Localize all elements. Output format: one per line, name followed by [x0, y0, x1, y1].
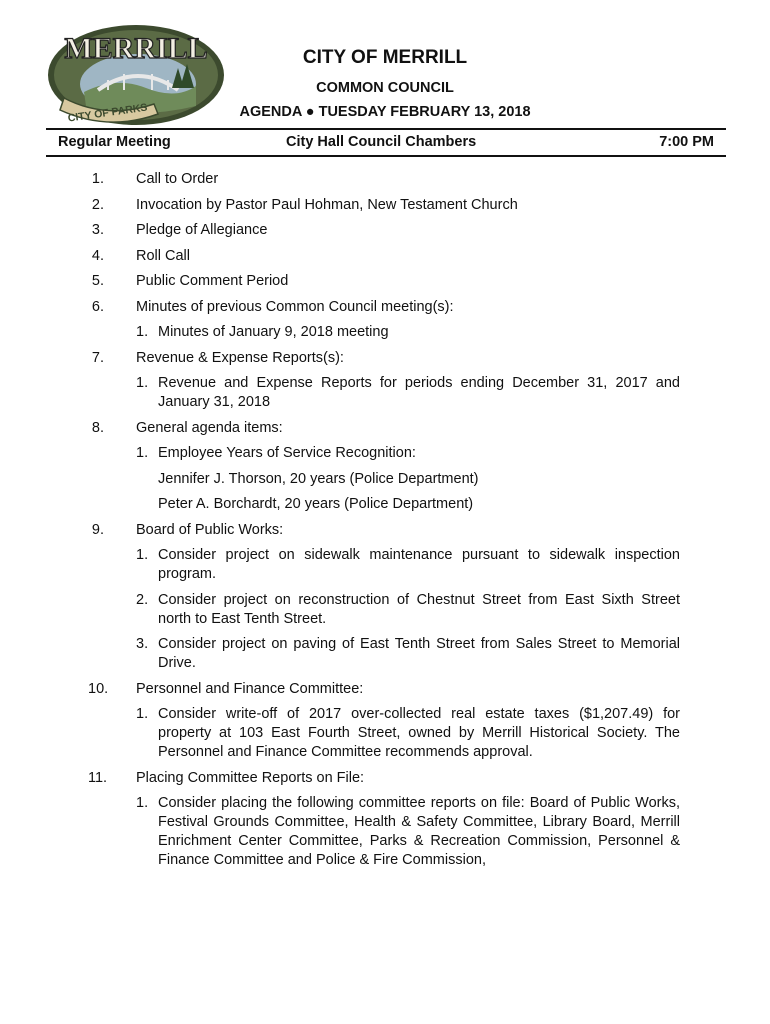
agenda-subitem-text: Minutes of January 9, 2018 meeting	[158, 324, 389, 340]
agenda-item-number: 8.	[91, 419, 104, 436]
meeting-info-row	[46, 134, 726, 154]
agenda-item-text: Pledge of Allegiance	[136, 222, 268, 238]
agenda-subitem	[0, 705, 770, 762]
agenda-subitem-note: Jennifer J. Thorson, 20 years (Police Department)	[158, 470, 479, 487]
agenda-item-text: Placing Committee Reports on File:	[136, 769, 365, 786]
logo-banner-text: CITY OF PARKS	[67, 101, 149, 125]
agenda-subitem	[0, 546, 770, 584]
agenda-item-number: 10.	[88, 680, 109, 697]
agenda-subitem-text: Revenue and Expense Reports for periods ending December 31, 2017 and January 31, 2018	[158, 375, 680, 410]
agenda-item	[0, 769, 770, 871]
agenda-item-number: 6.	[91, 298, 104, 315]
agenda-item-text: Public Comment Period	[136, 273, 289, 289]
agenda-subitem-number: 1.	[136, 547, 149, 563]
agenda-item	[0, 419, 770, 515]
agenda-subitem	[0, 591, 770, 629]
agenda-item	[0, 247, 770, 266]
meeting-type: Regular Meeting	[58, 134, 171, 150]
agenda-item-text: Personnel and Finance Committee:	[136, 680, 364, 697]
agenda-subitem-text: Consider placing the following committee reports on file: Board of Public Works, Festival Grounds Committee, Health & Safety Committee, Library Board, Merrill Enrichment Center Committee, Parks & Recreation Commission, Personnel & Finance Committee and Police & Fire Commission,	[158, 795, 680, 868]
agenda-subitem-number: 1.	[136, 795, 149, 811]
agenda-subitem	[0, 635, 770, 673]
agenda-item	[0, 272, 770, 291]
agenda-item-text: Invocation by Pastor Paul Hohman, New Testament Church	[136, 196, 518, 213]
agenda-item	[0, 196, 770, 215]
council-title: COMMON COUNCIL	[316, 80, 454, 96]
city-title: CITY OF MERRILL	[302, 47, 468, 68]
agenda-subitem-note: Peter A. Borchardt, 20 years (Police Department)	[158, 496, 474, 512]
agenda-item-text: Board of Public Works:	[136, 521, 284, 538]
agenda-item-number: 9.	[91, 521, 104, 538]
agenda-subitem-text: Consider write-off of 2017 over-collected real estate taxes ($1,207.49) for property at 103 East Fourth Street, owned by Merrill Historical Society. The Personnel and Finance Committee recommends approval.	[158, 706, 680, 760]
agenda-item-text: General agenda items:	[136, 419, 283, 436]
agenda-subitem-number: 1.	[136, 445, 149, 461]
meeting-time: 7:00 PM	[659, 134, 714, 150]
agenda-item	[0, 349, 770, 413]
agenda-item-text: Roll Call	[136, 247, 190, 264]
header-rule-top	[46, 128, 726, 130]
agenda-list	[0, 170, 770, 877]
agenda-item-number: 4.	[91, 247, 104, 264]
agenda-item	[0, 680, 770, 763]
agenda-item	[0, 521, 770, 674]
agenda-item	[0, 298, 770, 343]
header-rule-bottom	[46, 155, 726, 157]
agenda-item	[0, 221, 770, 240]
agenda-subitem-number: 1.	[136, 375, 149, 391]
agenda-item-number: 7.	[91, 349, 104, 366]
agenda-date-line: AGENDA ● TUESDAY FEBRUARY 13, 2018	[239, 104, 531, 120]
agenda-item-number: 5.	[91, 273, 104, 289]
agenda-subitem-text: Consider project on sidewalk maintenance pursuant to sidewalk inspection program.	[158, 547, 680, 582]
agenda-subitem-text: Consider project on paving of East Tenth Street from Sales Street to Memorial Drive.	[158, 636, 680, 671]
agenda-subitem	[0, 794, 770, 870]
agenda-subitem-text: Consider project on reconstruction of Chestnut Street from East Sixth Street north to East Tenth Street.	[158, 591, 680, 627]
agenda-subitem	[0, 323, 770, 342]
agenda-subitem-text: Employee Years of Service Recognition:	[158, 445, 416, 461]
agenda-subitem-number: 1.	[136, 706, 149, 722]
agenda-item-number: 3.	[91, 222, 104, 238]
agenda-subitem	[0, 374, 770, 412]
agenda-item-number: 1.	[91, 171, 104, 187]
agenda-item-text: Call to Order	[136, 171, 219, 187]
logo-title-text: MERRILL	[64, 32, 208, 65]
agenda-subitem-number: 3.	[136, 636, 149, 652]
agenda-item	[0, 170, 770, 189]
agenda-subitem	[0, 444, 770, 514]
agenda-item-number: 2.	[91, 196, 104, 213]
agenda-item-text: Minutes of previous Common Council meeting(s):	[136, 298, 454, 315]
agenda-item-text: Revenue & Expense Reports(s):	[136, 349, 344, 366]
agenda-subitem-number: 1.	[136, 324, 149, 340]
agenda-subitem-number: 2.	[136, 591, 149, 608]
agenda-item-number: 11.	[88, 769, 108, 786]
meeting-location: City Hall Council Chambers	[286, 134, 477, 150]
